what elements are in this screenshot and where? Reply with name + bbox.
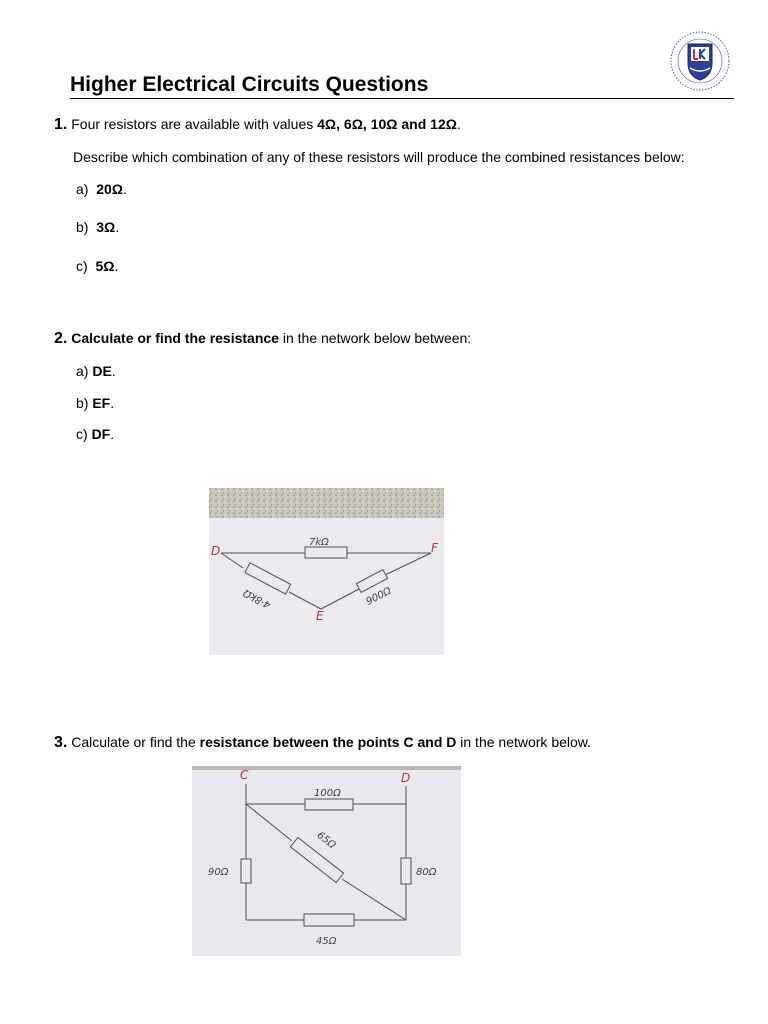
node-label-d: D [211, 544, 221, 558]
question-1 [54, 115, 461, 134]
granite-background [209, 488, 444, 522]
question-text: in the network below between: [278, 330, 472, 346]
part-label: c) [76, 426, 88, 442]
resistor-values: 4Ω, 6Ω, 10Ω and 12Ω [317, 116, 457, 132]
question-number: 2. [54, 330, 68, 347]
resistor-label-right: 80Ω [416, 867, 437, 878]
node-label-d: D [401, 771, 411, 785]
part-suffix: . [114, 258, 119, 274]
resistor-label-diag: 65Ω [314, 829, 338, 852]
part-suffix: . [123, 181, 127, 197]
question-3 [54, 733, 591, 752]
node-label-f: F [431, 541, 438, 555]
part-label: a) [76, 363, 89, 379]
part-suffix: . [115, 219, 120, 235]
part-label: c) [76, 258, 88, 274]
question-text: Calculate or find the [71, 734, 200, 750]
network-diagram-1-photo [209, 488, 444, 655]
part-value: 3Ω [96, 219, 116, 235]
resistor-label-right: 900Ω [364, 585, 394, 608]
question-1-part-b [76, 218, 119, 236]
question-2-part-c [76, 425, 114, 443]
question-2 [54, 329, 471, 348]
part-suffix: . [110, 395, 115, 411]
question-bold-text: Calculate or find the resistance [71, 330, 279, 346]
part-value: DF [91, 426, 111, 442]
question-text-end: . [456, 116, 461, 132]
resistor-label-bottom: 45Ω [316, 936, 337, 947]
part-value: EF [92, 395, 111, 411]
question-2-part-b [76, 394, 114, 412]
question-text: Four resistors are available with values [71, 116, 318, 132]
part-value: 5Ω [95, 258, 115, 274]
question-bold-text: resistance between the points C and D [199, 734, 457, 750]
question-number: 3. [54, 734, 68, 751]
node-label-c: C [240, 768, 249, 782]
resistor-label-left: 4·8kΩ [241, 586, 273, 611]
node-label-e: E [316, 609, 324, 623]
question-1-part-c [76, 257, 118, 275]
page-title: Higher Electrical Circuits Questions [70, 72, 734, 99]
part-label: b) [76, 219, 89, 235]
part-value: DE [92, 363, 112, 379]
question-number: 1. [54, 116, 68, 133]
resistor-label-top: 100Ω [314, 788, 341, 799]
part-value: 20Ω [96, 181, 124, 197]
resistor-label-top: 7kΩ [309, 537, 329, 548]
question-2-part-a [76, 362, 116, 380]
question-1-part-a [76, 180, 127, 198]
part-label: b) [76, 395, 89, 411]
question-text-end: in the network below. [456, 734, 592, 750]
part-label: a) [76, 181, 89, 197]
part-suffix: . [111, 363, 116, 379]
question-1-prompt: Describe which combination of any of these resistors will produce the combined resistances below: [73, 149, 685, 165]
resistor-label-left: 90Ω [208, 867, 229, 878]
network-diagram-2-photo [192, 766, 461, 956]
part-suffix: . [110, 426, 115, 442]
